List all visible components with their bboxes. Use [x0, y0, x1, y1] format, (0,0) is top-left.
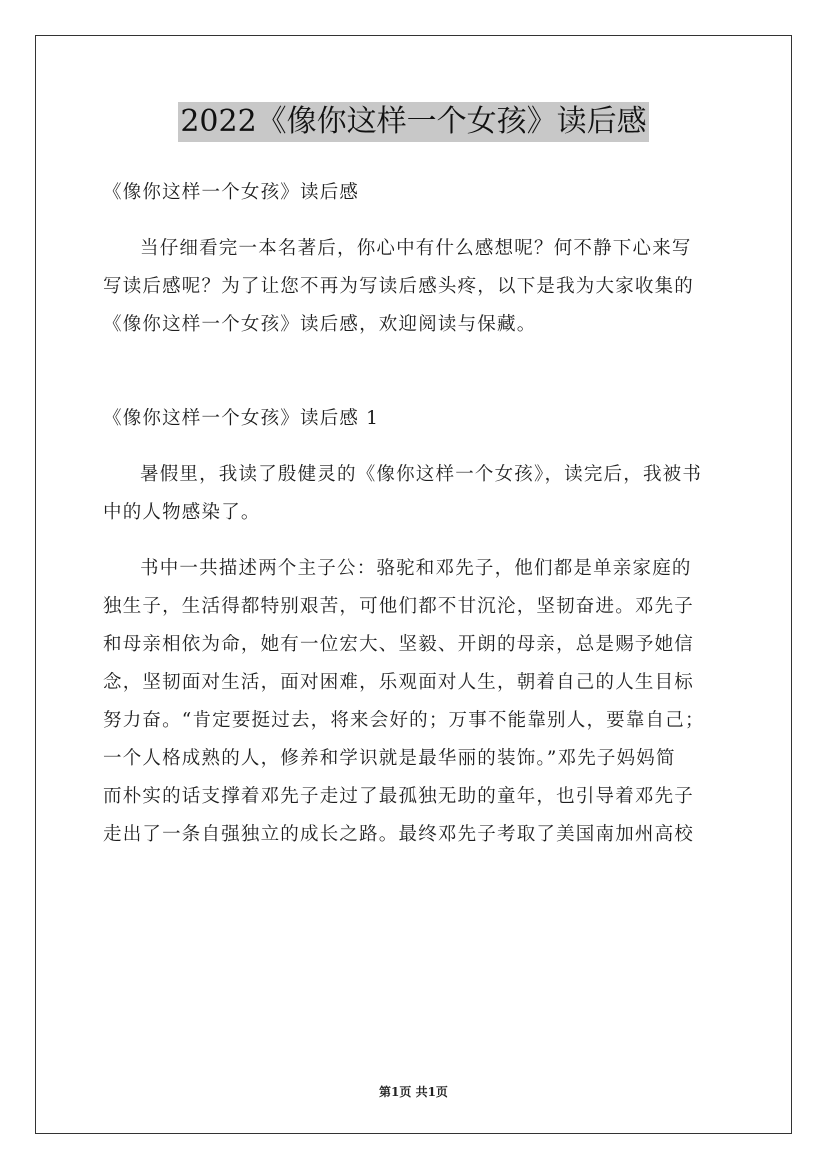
paragraph-line: 独生子，生活得都特别艰苦，可他们都不甘沉沦，坚韧奋进。邓先子	[103, 596, 695, 617]
title-wrapper	[0, 102, 827, 142]
section-heading: 《像你这样一个女孩》读后感 1	[103, 408, 380, 429]
section-paragraph-2	[103, 550, 725, 854]
paragraph-line: 书中一共描述两个主子公：骆驼和邓先子，他们都是单亲家庭的	[140, 558, 692, 579]
document-body	[103, 174, 725, 854]
intro-line: 写读后感呢？为了让您不再为写读后感头疼，以下是我为大家收集的	[103, 276, 695, 297]
paragraph-line: 努力奋。“肯定要挺过去，将来会好的；万事不能靠别人，要靠自己；	[103, 710, 705, 731]
page-number-label: 第1页 共1页	[379, 1085, 448, 1099]
paragraph-line: 念，坚韧面对生活，面对困难，乐观面对人生，朝着自己的人生目标	[103, 672, 695, 693]
intro-line: 当仔细看完一本名著后，你心中有什么感想呢？何不静下心来写	[140, 238, 692, 259]
section-paragraph-1	[103, 456, 725, 532]
document-title: 2022《像你这样一个女孩》读后感	[178, 102, 648, 142]
paragraph-line: 和母亲相依为命，她有一位宏大、坚毅、开朗的母亲，总是赐予她信	[103, 634, 695, 655]
intro-line: 《像你这样一个女孩》读后感，欢迎阅读与保藏。	[103, 314, 537, 335]
paragraph-line: 暑假里，我读了殷健灵的《像你这样一个女孩》，读完后，我被书	[140, 464, 703, 485]
intro-paragraph	[103, 230, 725, 344]
page-footer	[0, 1083, 827, 1100]
paragraph-line: 一个人格成熟的人，修养和学识就是最华丽的装饰。”邓先子妈妈简	[103, 748, 676, 769]
paragraph-line: 走出了一条自强独立的成长之路。最终邓先子考取了美国南加州高校	[103, 824, 695, 845]
paragraph-line: 而朴实的话支撑着邓先子走过了最孤独无助的童年，也引导着邓先子	[103, 786, 695, 807]
paragraph-line: 中的人物感染了。	[103, 502, 261, 523]
intro-heading: 《像你这样一个女孩》读后感	[103, 182, 360, 203]
